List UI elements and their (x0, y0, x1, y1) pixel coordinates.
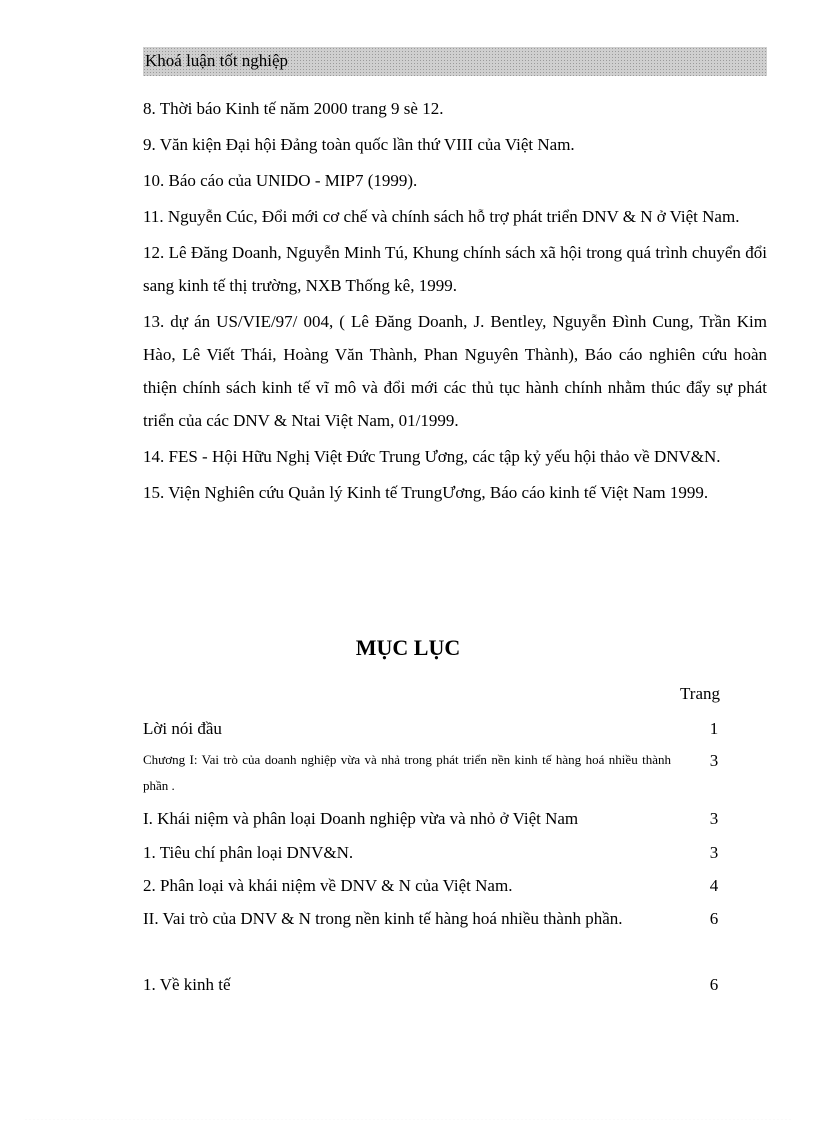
toc-entry-page: 3 (709, 843, 719, 862)
toc-entry-page: 6 (709, 909, 719, 928)
reference-item: 9. Văn kiện Đại hội Đảng toàn quốc lần thứ VIII của Việt Nam. (143, 135, 575, 154)
toc-title: MỤC LỤC (355, 635, 461, 660)
reference-item: 13. dự án US/VIE/97/ 004, ( Lê Đăng Doanh, J. Bentley, Nguyễn Đình Cung, Trần Kim Hào, Lê Viết Thái, Hoàng Văn Thành, Phan Nguyên Thành), Báo cáo nghiên cứu hoàn thiện chính sách kinh tế vĩ mô và đổi mới các thủ tục hành chính nhằm thúc đẩy sự phát triển của các DNV & Ntai Việt Nam, 01/1999. (143, 312, 767, 430)
toc-entry-label: 1. Về kinh tế (143, 975, 231, 994)
toc-entry-label: Chương I: Vai trò của doanh nghiệp vừa và nhả trong phát triển nền kinh tế hàng hoá nhiều thành phần . (143, 752, 671, 793)
toc-entry-label: 1. Tiêu chí phân loại DNV&N. (143, 843, 354, 862)
reference-item: 11. Nguyễn Cúc, Đổi mới cơ chế và chính sách hỗ trợ phát triển DNV & N ở Việt Nam. (143, 207, 740, 226)
references-list (143, 92, 767, 512)
page-bottom-border (24, 1119, 792, 1120)
toc-entry-label: Lời nói đầu (143, 719, 222, 738)
reference-item: 8. Thời báo Kinh tế năm 2000 trang 9 sè 12. (143, 99, 444, 118)
toc-entry-page: 3 (709, 751, 719, 770)
toc-entry-page: 4 (709, 876, 719, 895)
toc-entry-page: 3 (709, 809, 719, 828)
toc-page-column-header: Trang (680, 684, 720, 703)
toc-entry-page: 1 (709, 719, 719, 738)
running-header (143, 47, 767, 76)
reference-item: 10. Báo cáo của UNIDO - MIP7 (1999). (143, 171, 418, 190)
running-header-title: Khoá luận tốt nghiệp (145, 51, 289, 70)
toc-entry-page: 6 (709, 975, 719, 994)
toc-entry-label: I. Khái niệm và phân loại Doanh nghiệp vừa và nhỏ ở Việt Nam (143, 809, 579, 828)
reference-item: 15. Viện Nghiên cứu Quản lý Kinh tế TrungƯơng, Báo cáo kinh tế Việt Nam 1999. (143, 483, 709, 502)
reference-item: 12. Lê Đăng Doanh, Nguyễn Minh Tú, Khung chính sách xã hội trong quá trình chuyển đổi sang kinh tế thị trường, NXB Thống kê, 1999. (143, 243, 767, 295)
toc-entry-label: 2. Phân loại và khái niệm về DNV & N của Việt Nam. (143, 876, 513, 895)
toc-entry-label: II. Vai trò của DNV & N trong nền kinh tế hàng hoá nhiều thành phần. (143, 909, 623, 928)
reference-item: 14. FES - Hội Hữu Nghị Việt Đức Trung Ương, các tập kỷ yếu hội thảo về DNV&N. (143, 447, 721, 466)
